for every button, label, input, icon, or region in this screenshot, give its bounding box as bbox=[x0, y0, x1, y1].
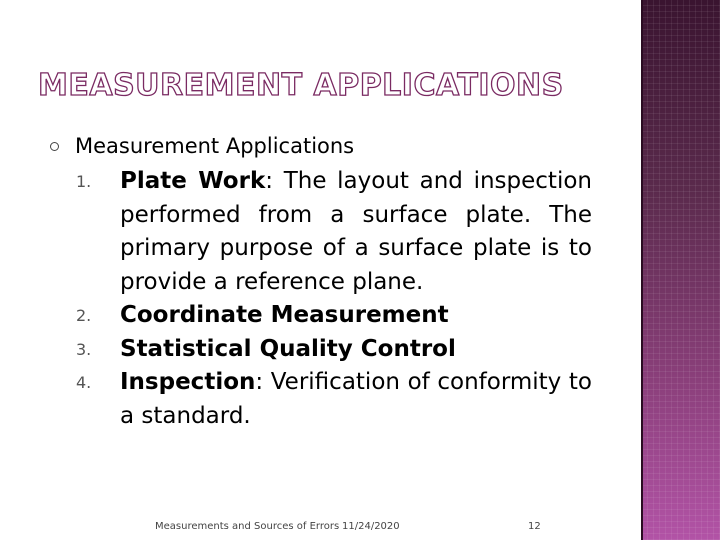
footer-date: 11/24/2020 bbox=[342, 521, 400, 532]
footer-page-number: 12 bbox=[528, 521, 541, 532]
list-number: 3. bbox=[76, 339, 92, 359]
list-number: 4. bbox=[76, 373, 92, 392]
list-number: 1. bbox=[76, 172, 92, 191]
decorative-sidebar bbox=[641, 0, 720, 540]
list-item bbox=[72, 333, 592, 367]
numbered-list bbox=[72, 165, 592, 433]
list-item-bold: Statistical Quality Control bbox=[120, 335, 456, 362]
list-item-rest: : The layout and inspection performed from a surface plate. The primary purpose of a surface plate is to provide a reference plane. bbox=[120, 168, 592, 295]
list-item bbox=[72, 165, 592, 299]
list-number: 2. bbox=[76, 306, 92, 325]
list-item-bold: Inspection bbox=[120, 369, 256, 395]
list-item-text bbox=[120, 366, 592, 433]
main-bullet bbox=[50, 134, 354, 158]
list-item-text bbox=[120, 165, 592, 299]
list-item-rest: : Verification of conformity to a standard. bbox=[120, 369, 592, 429]
footer-text: Measurements and Sources of Errors bbox=[155, 521, 340, 532]
hollow-circle-bullet-icon bbox=[50, 142, 59, 151]
list-item-bold: Plate Work bbox=[120, 168, 266, 194]
list-item-text bbox=[120, 333, 592, 367]
list-item-text bbox=[120, 299, 592, 333]
slide-title: MEASUREMENT APPLICATIONS bbox=[38, 68, 564, 103]
list-item bbox=[72, 299, 592, 333]
list-item-bold: Coordinate Measurement bbox=[120, 302, 449, 328]
list-item bbox=[72, 366, 592, 433]
sidebar-edge bbox=[641, 0, 643, 540]
bullet-text: Measurement Applications bbox=[75, 134, 355, 158]
